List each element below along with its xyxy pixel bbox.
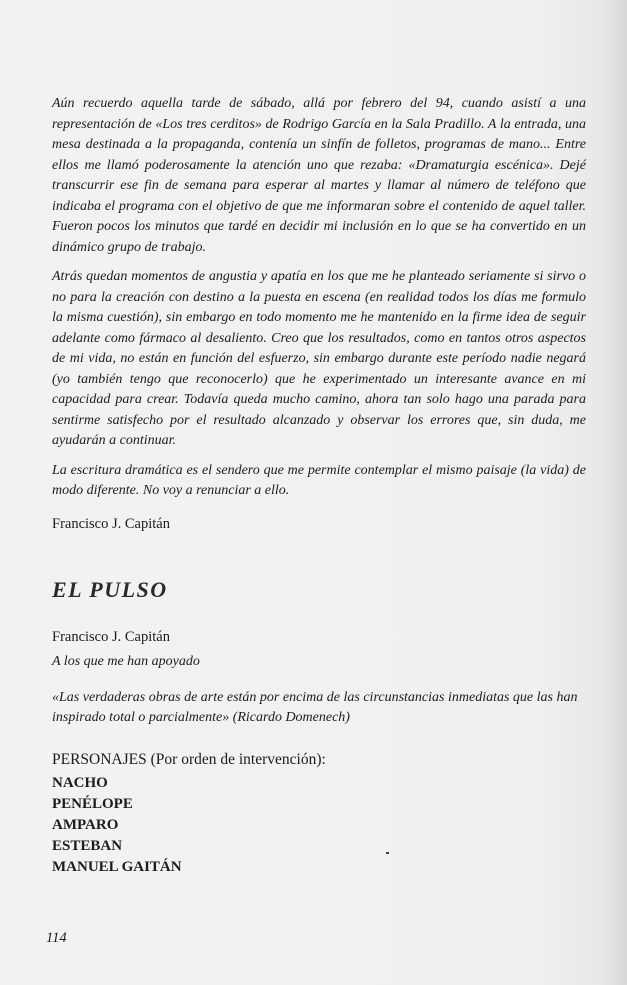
characters-heading: PERSONAJES (Por orden de intervención): [52,750,326,768]
play-title: EL PULSO [52,576,168,602]
page-number: 114 [46,930,67,946]
play-epigraph: «Las verdaderas obras de arte están por encima de las circunstancias inmediatas que las han inspirado total o parcialmente» (Ricardo Domenech) [52,689,578,725]
intro-paragraph-1: Aún recuerdo aquella tarde de sábado, allá por febrero del 94, cuando asistí a una representación de «Los tres cerditos» de Rodrigo García en la Sala Pradillo. A la entrada, una mesa destinada a la propaganda, contenía un sinfín de folletos, programas de mano... Entre ellos me llamó poderosamente la atención uno que rezaba: «Dramaturgia escénica». Dejé transcurrir ese fin de semana para esperar al martes y llamar al número de teléfono que indicaba el programa con el objetivo de que me informaran sobre el contenido de aquel taller. Fueron pocos los minutos que tardé en decidir mi inclusión en lo que se ha convertido en un dinámico grupo de trabajo. [52,96,586,255]
character-name: ESTEBAN [52,837,123,854]
play-author: Francisco J. Capitán [52,628,170,645]
intro-paragraph-3: La escritura dramática es el sendero que me permite contemplar el mismo paisaje (la vida) de modo diferente. No voy a renunciar a ello. [52,462,586,498]
intro-paragraph-2: Atrás quedan momentos de angustia y apatía en los que me he planteado seriamente si sirvo o no para la creación con destino a la puesta en escena (en realidad todos los días me formulo la misma cuestión), sin embargo en todo momento me he mantenido en la firme idea de seguir adelante como fármaco al desaliento. Creo que los resultados, como en tantos otros aspectos de mi vida, no están en función del esfuerzo, sin embargo durante este período nadie negará (yo también tengo que reconocerlo) que he experimentado un interesante avance en mi capacidad para crear. Todavía queda mucho camino, ahora tan solo hago una parada para sentirme satisfecho por el resultado alcanzado y observar los errores que, sin duda, me ayudarán a continuar. [52,269,586,448]
character-name: MANUEL GAITÁN [52,858,182,875]
character-name: PENÉLOPE [52,795,133,812]
play-dedication: A los que me han apoyado [52,653,200,669]
page-content [52,94,586,878]
intro-signature: Francisco J. Capitán [52,515,170,532]
character-name: NACHO [52,774,108,791]
character-name: AMPARO [52,816,119,833]
ink-speck [386,852,389,854]
